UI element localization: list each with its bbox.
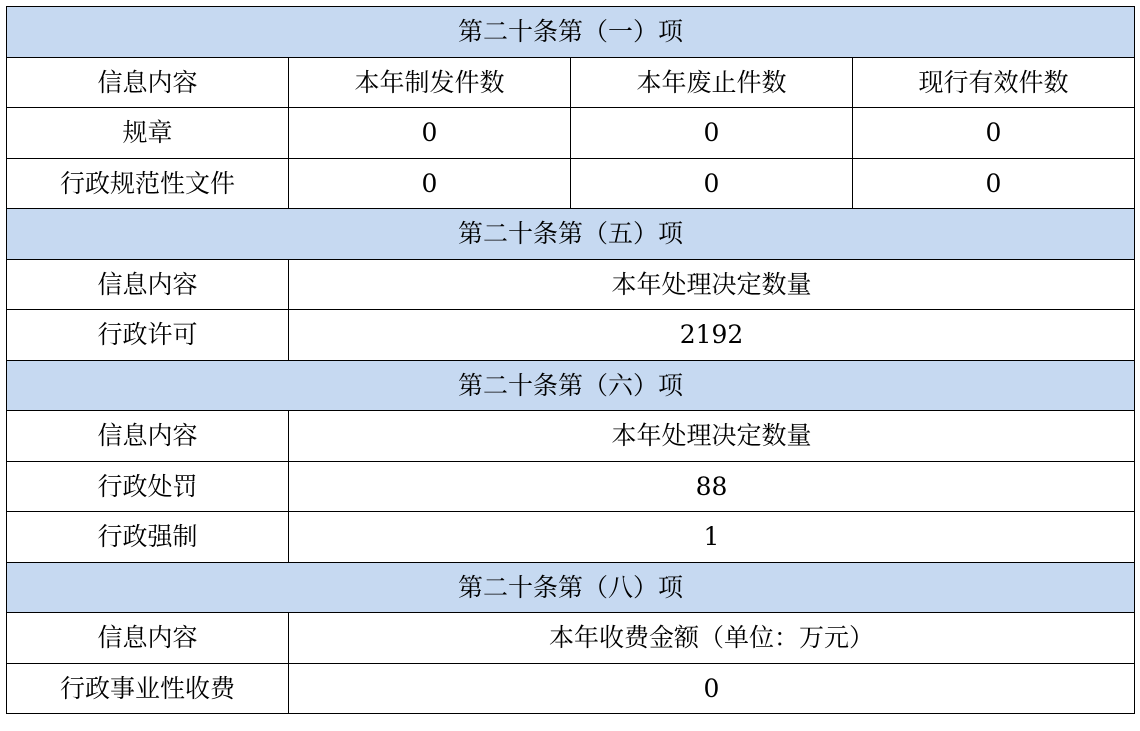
cell-value: 0 bbox=[289, 108, 571, 159]
header-info-content: 信息内容 bbox=[7, 411, 289, 462]
cell-value: 0 bbox=[853, 158, 1135, 209]
cell-value: 0 bbox=[289, 158, 571, 209]
header-in-force-count: 现行有效件数 bbox=[853, 57, 1135, 108]
column-header-row bbox=[7, 411, 1135, 462]
table-row bbox=[7, 512, 1135, 563]
section-header-row bbox=[7, 360, 1135, 411]
header-fee-amount: 本年收费金额（单位：万元） bbox=[289, 613, 1135, 664]
table-row bbox=[7, 158, 1135, 209]
cell-value: 0 bbox=[571, 108, 853, 159]
section-title: 第二十条第（五）项 bbox=[7, 209, 1135, 260]
section-title: 第二十条第（六）项 bbox=[7, 360, 1135, 411]
header-issued-count: 本年制发件数 bbox=[289, 57, 571, 108]
section-header-row bbox=[7, 562, 1135, 613]
header-abolished-count: 本年废止件数 bbox=[571, 57, 853, 108]
section-header-row bbox=[7, 209, 1135, 260]
header-info-content: 信息内容 bbox=[7, 259, 289, 310]
cell-value: 0 bbox=[289, 663, 1135, 714]
section-title: 第二十条第（八）项 bbox=[7, 562, 1135, 613]
row-label: 行政规范性文件 bbox=[7, 158, 289, 209]
row-label: 行政许可 bbox=[7, 310, 289, 361]
row-label: 行政强制 bbox=[7, 512, 289, 563]
column-header-row bbox=[7, 613, 1135, 664]
row-label: 规章 bbox=[7, 108, 289, 159]
row-label: 行政事业性收费 bbox=[7, 663, 289, 714]
cell-value: 1 bbox=[289, 512, 1135, 563]
header-info-content: 信息内容 bbox=[7, 613, 289, 664]
column-header-row bbox=[7, 57, 1135, 108]
section-header-row bbox=[7, 7, 1135, 58]
section-title: 第二十条第（一）项 bbox=[7, 7, 1135, 58]
header-info-content: 信息内容 bbox=[7, 57, 289, 108]
table-row bbox=[7, 461, 1135, 512]
row-label: 行政处罚 bbox=[7, 461, 289, 512]
header-decision-count: 本年处理决定数量 bbox=[289, 259, 1135, 310]
column-header-row bbox=[7, 259, 1135, 310]
table-row bbox=[7, 108, 1135, 159]
cell-value: 2192 bbox=[289, 310, 1135, 361]
table-row bbox=[7, 663, 1135, 714]
cell-value: 0 bbox=[571, 158, 853, 209]
cell-value: 0 bbox=[853, 108, 1135, 159]
header-decision-count: 本年处理决定数量 bbox=[289, 411, 1135, 462]
table-row bbox=[7, 310, 1135, 361]
disclosure-table bbox=[6, 6, 1135, 714]
cell-value: 88 bbox=[289, 461, 1135, 512]
